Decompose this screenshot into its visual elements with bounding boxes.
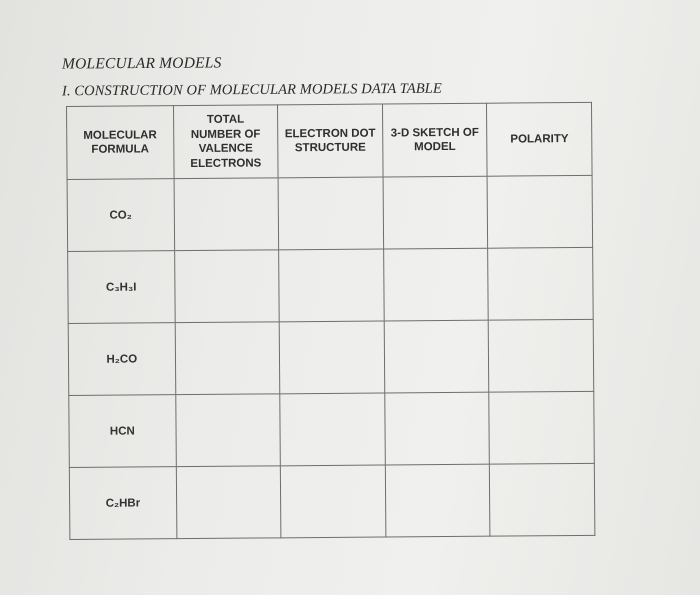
- table-row: [69, 391, 595, 467]
- formula-cell: C₃H₃I: [68, 251, 175, 324]
- sketch-3d-cell[interactable]: [385, 464, 490, 537]
- header-molecular-formula: MOLECULAR FORMULA: [67, 106, 174, 180]
- header-total-valence-electrons: TOTAL NUMBER OF VALENCE ELECTRONS: [173, 105, 278, 179]
- sketch-3d-cell[interactable]: [383, 248, 488, 321]
- polarity-cell[interactable]: [487, 175, 592, 248]
- formula-cell: C₂HBr: [69, 467, 176, 540]
- formula-cell: H₂CO: [68, 323, 175, 396]
- header-3d-sketch-of-model: 3-D SKETCH OF MODEL: [382, 103, 487, 177]
- table-row: [69, 463, 595, 539]
- formula-cell: CO₂: [67, 179, 174, 252]
- valence-electrons-cell[interactable]: [175, 394, 280, 467]
- electron-dot-cell[interactable]: [278, 177, 383, 250]
- electron-dot-cell[interactable]: [279, 321, 384, 394]
- electron-dot-cell[interactable]: [281, 465, 386, 538]
- header-electron-dot-structure: ELECTRON DOT STRUCTURE: [278, 104, 383, 178]
- table-row: [67, 175, 593, 251]
- table-row: [68, 319, 594, 395]
- electron-dot-cell[interactable]: [279, 249, 384, 322]
- polarity-cell[interactable]: [489, 391, 594, 464]
- valence-electrons-cell[interactable]: [176, 466, 281, 539]
- valence-electrons-cell[interactable]: [174, 250, 279, 323]
- valence-electrons-cell[interactable]: [174, 178, 279, 251]
- formula-cell: HCN: [69, 395, 176, 468]
- document-title: MOLECULAR MODELS: [61, 54, 222, 73]
- header-polarity: POLARITY: [487, 102, 592, 176]
- document-subtitle: I. CONSTRUCTION OF MOLECULAR MODELS DATA TABLE: [61, 80, 442, 100]
- sketch-3d-cell[interactable]: [384, 320, 489, 393]
- electron-dot-cell[interactable]: [280, 393, 385, 466]
- polarity-cell[interactable]: [490, 463, 595, 536]
- molecular-models-data-table: [66, 102, 595, 540]
- valence-electrons-cell[interactable]: [175, 322, 280, 395]
- polarity-cell[interactable]: [488, 247, 593, 320]
- sketch-3d-cell[interactable]: [385, 392, 490, 465]
- table-row: [68, 247, 594, 323]
- polarity-cell[interactable]: [489, 319, 594, 392]
- table-header-row: [67, 102, 593, 179]
- sketch-3d-cell[interactable]: [383, 176, 488, 249]
